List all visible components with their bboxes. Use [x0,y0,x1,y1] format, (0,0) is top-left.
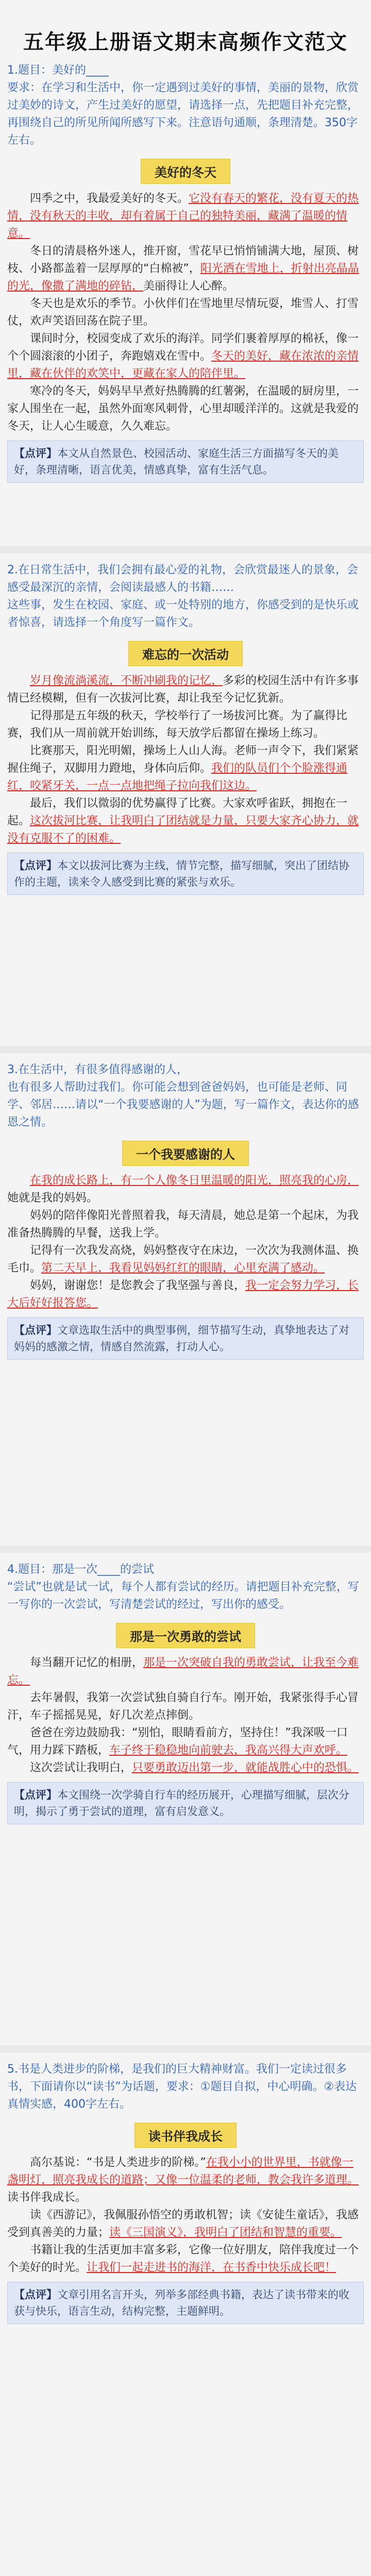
paragraph-text: 每当翻开记忆的相册， [30,1656,144,1669]
highlighted-sentence: 它没有春天的繁花，没有夏天的热情，没有秋天的丰收，却有着属于自己的独特美丽，藏满了温暖的情意。 [7,192,359,240]
essay-title: 美好的冬天 [141,159,230,184]
review-box [7,853,364,895]
review-text: 本文以拔河比赛为主线，情节完整，描写细腻，突出了团结协作的主题，读来令人感受到比赛的紧张与欢乐。 [14,859,349,888]
paragraph-text: 读书伴我成长。 [7,2191,87,2204]
page-title: 五年级上册语文期末高频作文范文 [23,30,348,54]
essay-paragraph [7,1242,364,1277]
paragraph-text: 冬日的清晨格外迷人，推开窗，雪花早已悄悄铺满大地，屋顶、树枝、小路都盖着一层厚厚的“白棉被”， [7,245,359,275]
paragraph-text: 美丽得让人心醉。 [143,280,234,293]
prompt-text: 3.在生活中，有很多值得感谢的人， [7,1063,188,1076]
paragraph-text: 冬天也是欢乐的季节。小伙伴们在雪地里尽情玩耍，堆雪人、打雪仗，欢声笑语回荡在院子里。 [7,297,359,328]
paragraph-text: 记得有一次我发高烧，妈妈整夜守在床边，一次次为我测体温、换毛巾。 [7,1244,359,1275]
paragraph-text: 比赛那天，阳光明媚，操场上人山人海。老师一声令下，我们紧紧握住绳子，双脚用力蹬地，身体向后仰。 [7,744,359,775]
essay-paragraph [7,383,364,435]
requirement-text: 要求：在学习和生活中，你一定遇到过美好的事情，美丽的景物，欣赏过美妙的诗文，产生过美好的愿望，请选择一点，先把题目补充完整，再围绕自己的所见所闻所感写下来。注意语句通顺，条理清楚。350字左右。 [7,81,359,147]
paragraph-text: 读《西游记》，我佩服孙悟空的勇敢机智；读《安徒生童话》，我感受到真善美的力量； [7,2209,359,2239]
review-text: 文章选取生活中的典型事例，细节描写生动，真挚地表达了对妈妈的感激之情，情感自然流露，打动人心。 [14,1324,349,1353]
highlighted-sentence: 岁月像流淌溪流，不断冲刷我的记忆， [30,674,223,687]
paragraph-text: 爸爸在旁边鼓励我：“别怕，眼睛看前方，坚持住！”我深吸一口气，用力踩下踏板， [7,1726,348,1757]
essay-paragraph [7,243,364,295]
requirement-text: 也有很多人帮助过我们。你可能会想到爸爸妈妈，也可能是老师、同学、邻居……请以“一个我要感谢的人”为题，写一篇作文，表达你的感恩之情。 [7,1081,359,1129]
paragraph-text: 四季之中，我最爱美好的冬天。 [30,192,189,205]
paragraph-text: 多彩的校园生活中有许多事情已经模糊，但有一次拔河比赛，却让我至今记忆犹新。 [7,674,359,705]
prompt-text: 2.在日常生活中，我们会拥有最心爱的礼物，会欣赏最迷人的景象，会感受最深沉的亲情，会阅读最感人的书籍…… [7,564,358,594]
highlighted-sentence: 车子终于稳稳地向前驶去，我高兴得大声欢呼。 [109,1744,348,1757]
section-divider [0,546,371,553]
essay-paragraph [7,672,364,707]
essay-title: 难忘的一次活动 [128,641,243,666]
highlighted-sentence: 让我们一起走进书的海洋，在书香中快乐成长吧！ [87,2261,336,2274]
section-divider [0,1046,371,1053]
highlighted-sentence: 阳光洒在雪地上，折射出亮晶晶的光，像撒了满地的碎钻， [7,262,359,293]
essay-title: 那是一次勇敢的尝试 [116,1623,255,1648]
paragraph-text: 记得那是五年级的秋天，学校举行了一场拔河比赛。为了赢得比赛，我们从一周前就开始训练，每天放学后都留在操场上练习。 [7,709,348,740]
highlighted-sentence: 那是一次突破自我的勇敢尝试，让我至今难忘。 [7,1656,359,1687]
essay-section [7,1061,364,1360]
essay-section [7,562,364,895]
requirement-text: 这些事，发生在校园、家庭、或一处特别的地方，你感受到的是快乐或者惊喜，请选择一个角度写一篇作文。 [7,599,359,629]
paragraph-text: 高尔基说：“书是人类进步的阶梯。” [30,2156,206,2169]
prompt-text: 5.书是人类进步的阶梯，是我们的巨大精神财富。我们一定读过很多书，下面请你以“读书”为话题，要求：①题目自拟，中心明确。②表达真情实感，400字左右。 [7,2063,357,2111]
section-divider [0,2045,371,2053]
review-tag: 【点评】 [14,1789,57,1801]
paragraph-text: 这就是我爱的冬天，让人心生暖意，久久难忘。 [7,402,359,433]
highlighted-sentence: 我们的队员们个个脸涨得通红，咬紧牙关，一点一点地把绳子拉向我们这边。 [7,762,348,792]
essay-paragraph [7,1759,364,1777]
paragraph-text: 妈妈，谢谢您！是您教会了我坚强与善良， [30,1279,246,1292]
review-text: 文章引用名言开头，列举多部经典书籍，表达了读书带来的收获与快乐，语言生动，结构完整，主题鲜明。 [14,2289,349,2317]
section-divider [0,1546,371,1553]
essay-paragraph [7,1689,364,1724]
essay-paragraph [7,1277,364,1312]
highlighted-sentence: 第二天早上，我看见妈妈红红的眼睛，心里充满了感动。 [41,1262,325,1275]
paragraph-text: 妈妈的陪伴像阳光普照着我，每天清晨，她总是第一个起床，为我准备热腾腾的早餐，送我上学。 [7,1209,359,1240]
paragraph-text: 寒冷的冬天，妈妈早早煮好热腾腾的红薯粥，在温暖的厨房里，一家人围坐在一起，虽然外面寒风刺骨，心里却暖洋洋的。 [7,385,359,415]
essay-paragraph [7,330,364,383]
paragraph-text: 这次尝试让我明白， [30,1761,132,1774]
paragraph-text: 最后，我们以微弱的优势赢得了比赛。大家欢呼雀跃，拥抱在一起。 [7,797,348,827]
highlighted-sentence: 这次拔河比赛，让我明白了团结就是力量，只要大家齐心协力，就没有克服不了的困难。 [7,815,359,845]
paragraph-text: 书籍让我的生活更加丰富多彩，它像一位好朋友，陪伴我度过一个个美好的时光。 [7,2244,359,2274]
review-tag: 【点评】 [14,1324,57,1336]
review-box [7,440,364,483]
review-tag: 【点评】 [14,2289,57,2301]
essay-paragraph [7,2207,364,2242]
review-box [7,1317,364,1360]
essay-paragraph [7,2242,364,2277]
review-box [7,2282,364,2324]
essay-section [7,1561,364,1824]
requirement-text: “尝试”也就是试一试，每个人都有尝试的经历。请把题目补充完整，写一写你的一次尝试，写清楚尝试的经过，写出你的感受。 [7,1581,359,1611]
essay-paragraph [7,1654,364,1689]
paragraph-text: 去年暑假，我第一次尝试独自骑自行车。刚开始，我紧张得手心冒汗，车子摇摇晃晃，好几次差点摔倒。 [7,1691,359,1722]
prompt-text: 4.题目：那是一次____的尝试 [7,1563,154,1576]
essay-paragraph [7,795,364,848]
essay-paragraph [7,295,364,330]
review-tag: 【点评】 [14,859,57,872]
essay-paragraph [7,1207,364,1242]
review-text: 本文围绕一次学骑自行车的经历展开，心理描写细腻，层次分明，揭示了勇于尝试的道理，富有启发意义。 [14,1789,349,1818]
essay-title: 一个我要感谢的人 [122,1141,249,1166]
essay-paragraph [7,707,364,742]
review-tag: 【点评】 [14,447,57,460]
highlighted-sentence: 冬天的美好，藏在浓浓的亲情里，藏在伙伴的欢笑中，更藏在家人的陪伴里。 [7,350,359,380]
essay-section [7,2061,364,2324]
essay-section [7,62,364,483]
review-text: 本文从自然景色、校园活动、家庭生活三方面描写冬天的美好，条理清晰，语言优美，情感真挚，富有生活气息。 [14,447,339,476]
essay-paragraph [7,742,364,795]
highlighted-sentence: 我一定会努力学习，长大后好好报答您。 [7,1279,359,1310]
highlighted-sentence: 在我小小的世界里，书就像一盏明灯，照亮我成长的道路；又像一位温柔的老师，教会我许多道理。 [7,2156,359,2187]
highlighted-sentence: 在我的成长路上，有一个人像冬日里温暖的阳光，照亮我的心房， [30,1174,359,1187]
essay-paragraph [7,1172,364,1207]
paragraph-text: 课间时分，校园变成了欢乐的海洋。同学们裹着厚厚的棉袄，像一个个圆滚滚的小团子，奔跑嬉戏在雪中。 [7,332,359,363]
essay-title: 读书伴我成长 [134,2123,237,2148]
essay-paragraph [7,190,364,243]
essay-paragraph [7,1724,364,1759]
highlighted-sentence: 读《三国演义》，我明白了团结和智慧的重要。 [109,2226,342,2239]
review-box [7,1782,364,1824]
prompt-text: 1.题目：美好的____ [7,64,109,77]
highlighted-sentence: 只要勇敢迈出第一步，就能战胜心中的恐惧。 [132,1761,359,1774]
paragraph-text: 她就是我的妈妈。 [7,1192,98,1205]
essay-paragraph [7,2154,364,2207]
